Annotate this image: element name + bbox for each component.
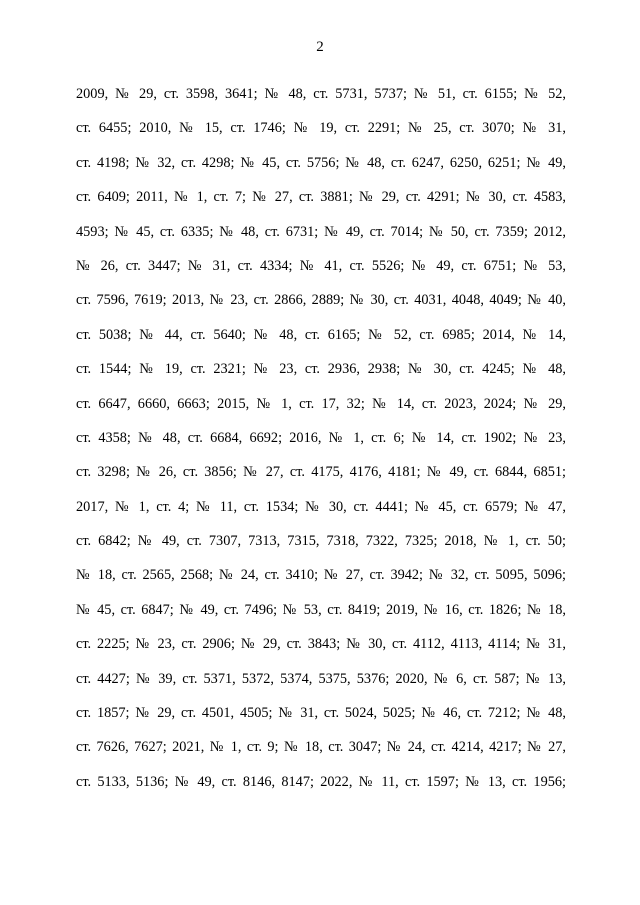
page-number: 2 <box>316 39 324 55</box>
text-line: ст. 5133, 5136; № 49, ст. 8146, 8147; 2022, № 11, ст. 1597; № 13, ст. 1956; <box>76 773 566 790</box>
text-line: ст. 6455; 2010, № 15, ст. 1746; № 19, ст. 2291; № 25, ст. 3070; № 31, <box>76 120 566 137</box>
text-line: ст. 3298; № 26, ст. 3856; № 27, ст. 4175, 4176, 4181; № 49, ст. 6844, 6851; <box>76 464 566 481</box>
text-line: ст. 4358; № 48, ст. 6684, 6692; 2016, № 1, ст. 6; № 14, ст. 1902; № 23, <box>76 429 566 446</box>
text-line: № 26, ст. 3447; № 31, ст. 4334; № 41, ст. 5526; № 49, ст. 6751; № 53, <box>76 257 566 274</box>
text-line: ст. 5038; № 44, ст. 5640; № 48, ст. 6165; № 52, ст. 6985; 2014, № 14, <box>76 326 566 343</box>
text-line: 2009, № 29, ст. 3598, 3641; № 48, ст. 5731, 5737; № 51, ст. 6155; № 52, <box>76 86 566 102</box>
text-line: ст. 6647, 6660, 6663; 2015, № 1, ст. 17, 32; № 14, ст. 2023, 2024; № 29, <box>76 395 566 412</box>
text-line: № 45, ст. 6847; № 49, ст. 7496; № 53, ст. 8419; 2019, № 16, ст. 1826; № 18, <box>76 601 566 618</box>
text-line: ст. 6409; 2011, № 1, ст. 7; № 27, ст. 3881; № 29, ст. 4291; № 30, ст. 4583, <box>76 189 566 206</box>
text-line: 2017, № 1, ст. 4; № 11, ст. 1534; № 30, ст. 4441; № 45, ст. 6579; № 47, <box>76 498 566 515</box>
text-line: ст. 7626, 7627; 2021, № 1, ст. 9; № 18, ст. 3047; № 24, ст. 4214, 4217; № 27, <box>76 739 566 756</box>
text-line: ст. 7596, 7619; 2013, № 23, ст. 2866, 2889; № 30, ст. 4031, 4048, 4049; № 40, <box>76 292 566 309</box>
text-line: ст. 2225; № 23, ст. 2906; № 29, ст. 3843; № 30, ст. 4112, 4113, 4114; № 31, <box>76 636 566 653</box>
body-text <box>76 77 566 799</box>
text-line: ст. 1544; № 19, ст. 2321; № 23, ст. 2936, 2938; № 30, ст. 4245; № 48, <box>76 361 566 378</box>
text-line: ст. 6842; № 49, ст. 7307, 7313, 7315, 7318, 7322, 7325; 2018, № 1, ст. 50; <box>76 533 566 550</box>
text-line: ст. 4198; № 32, ст. 4298; № 45, ст. 5756; № 48, ст. 6247, 6250, 6251; № 49, <box>76 154 566 171</box>
text-line: № 18, ст. 2565, 2568; № 24, ст. 3410; № 27, ст. 3942; № 32, ст. 5095, 5096; <box>76 567 566 584</box>
text-line: ст. 1857; № 29, ст. 4501, 4505; № 31, ст. 5024, 5025; № 46, ст. 7212; № 48, <box>76 705 566 722</box>
text-line: ст. 4427; № 39, ст. 5371, 5372, 5374, 5375, 5376; 2020, № 6, ст. 587; № 13, <box>76 670 566 687</box>
text-line: 4593; № 45, ст. 6335; № 48, ст. 6731; № 49, ст. 7014; № 50, ст. 7359; 2012, <box>76 223 566 240</box>
